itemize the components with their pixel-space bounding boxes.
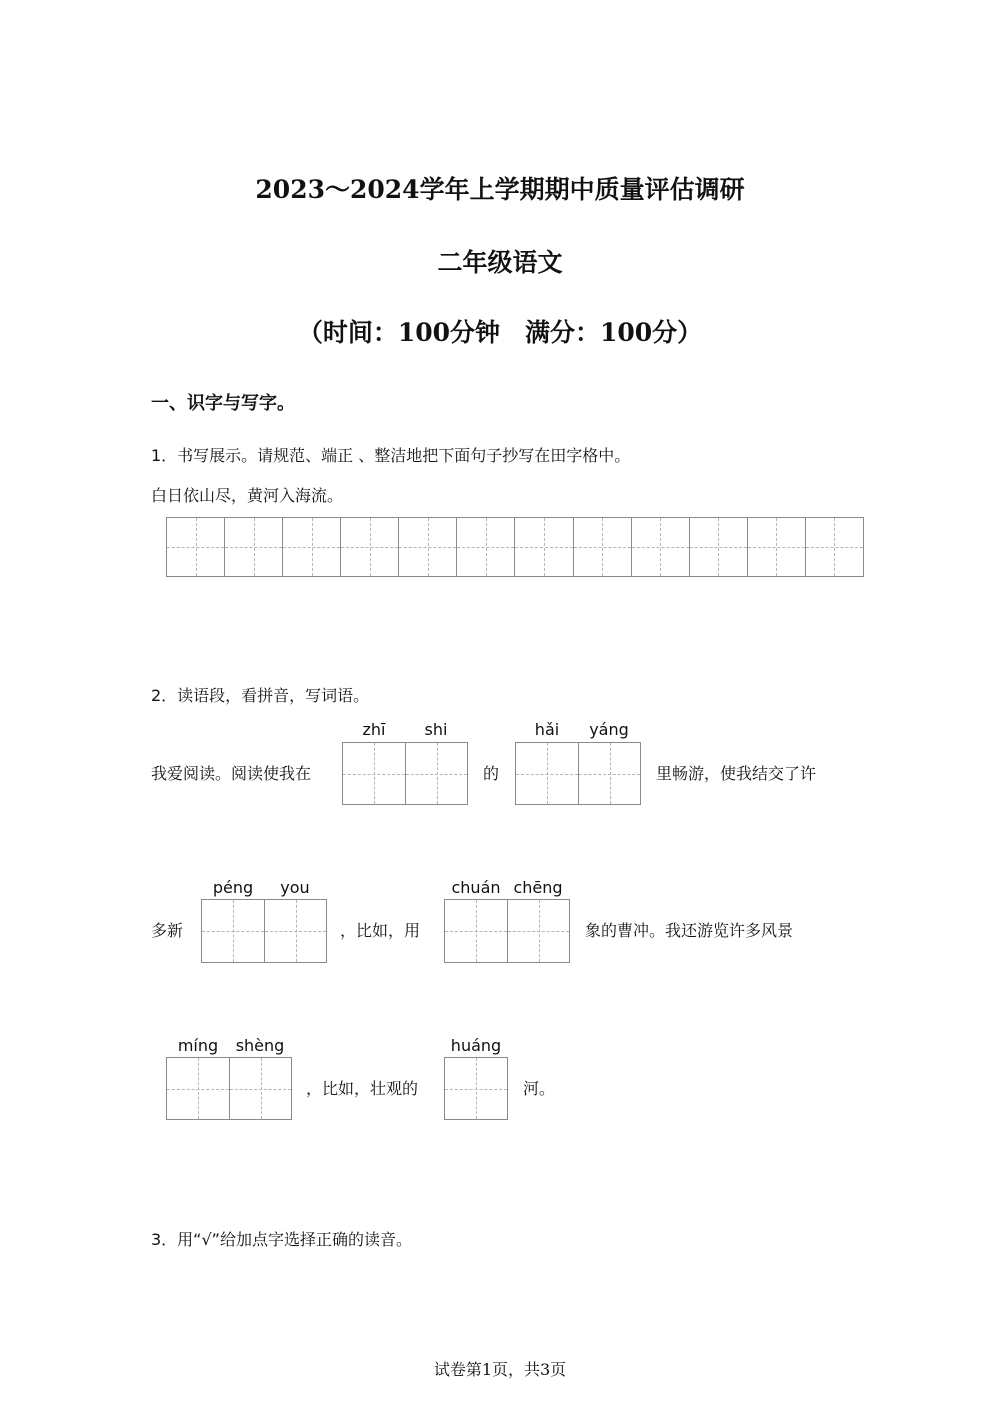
writing-grid[interactable]: [166, 517, 864, 577]
passage-text: 多新: [151, 921, 184, 940]
grid-cell[interactable]: [573, 518, 631, 576]
grid-cell[interactable]: [167, 518, 224, 576]
exam-time-score: （时间：100分钟 满分：100分）: [297, 318, 703, 347]
grid-cell[interactable]: [456, 518, 514, 576]
grid-cell[interactable]: [516, 743, 578, 804]
grid-cell[interactable]: [631, 518, 689, 576]
passage-text: 象的曹冲。我还游览许多风景: [585, 921, 794, 940]
grid-cell[interactable]: [507, 900, 569, 962]
exam-title: 2023～2024学年上学期期中质量评估调研: [255, 175, 745, 204]
passage-text: 河。: [523, 1079, 556, 1098]
grid-cell[interactable]: [282, 518, 340, 576]
grid-cell[interactable]: [405, 743, 467, 804]
pinyin-label: shi: [424, 720, 448, 739]
grid-cell[interactable]: [805, 518, 863, 576]
pinyin-label: zhī: [362, 720, 386, 739]
pinyin-label: shèng: [235, 1036, 285, 1055]
passage-text: ，比如，壮观的: [306, 1079, 419, 1098]
page-footer: 试卷第1页，共3页: [433, 1360, 567, 1379]
passage-text: 的: [483, 764, 500, 783]
question-2-prompt: 2．读语段，看拼音，写词语。: [151, 686, 370, 705]
answer-grid-pengyou[interactable]: [201, 899, 327, 963]
copy-sentence: 白日依山尽，黄河入海流。: [151, 486, 344, 505]
answer-grid-chuancheng[interactable]: [444, 899, 570, 963]
answer-grid-haiyang[interactable]: [515, 742, 641, 805]
grid-cell[interactable]: [202, 900, 264, 962]
answer-grid-mingsheng[interactable]: [166, 1057, 292, 1120]
passage-text: 我爱阅读。阅读使我在: [151, 764, 312, 783]
grid-cell[interactable]: [445, 900, 507, 962]
answer-grid-zhishi[interactable]: [342, 742, 468, 805]
grid-cell[interactable]: [229, 1058, 291, 1119]
grid-cell[interactable]: [340, 518, 398, 576]
pinyin-label: chuán: [451, 878, 501, 897]
question-3-prompt: 3．用“√”给加点字选择正确的读音。: [151, 1230, 412, 1249]
grid-cell[interactable]: [398, 518, 456, 576]
pinyin-label: hǎi: [534, 720, 560, 739]
grid-cell[interactable]: [343, 743, 405, 804]
pinyin-label: míng: [177, 1036, 219, 1055]
grid-cell[interactable]: [264, 900, 326, 962]
pinyin-label: yáng: [589, 720, 629, 739]
pinyin-label: chēng: [513, 878, 563, 897]
grade-subject: 二年级语文: [437, 248, 563, 277]
grid-cell[interactable]: [224, 518, 282, 576]
section-heading: 一、识字与写字。: [151, 393, 295, 414]
answer-grid-huang[interactable]: [444, 1057, 508, 1120]
pinyin-label: huáng: [450, 1036, 502, 1055]
pinyin-label: you: [280, 878, 310, 897]
grid-cell[interactable]: [167, 1058, 229, 1119]
pinyin-label: péng: [212, 878, 254, 897]
grid-cell[interactable]: [689, 518, 747, 576]
passage-text: 里畅游，使我结交了许: [656, 764, 817, 783]
question-1-prompt: 1．书写展示。请规范、端正 、整洁地把下面句子抄写在田字格中。: [151, 446, 631, 465]
grid-cell[interactable]: [578, 743, 640, 804]
grid-cell[interactable]: [445, 1058, 507, 1119]
grid-cell[interactable]: [514, 518, 572, 576]
passage-text: ，比如，用: [340, 921, 421, 940]
grid-cell[interactable]: [747, 518, 805, 576]
